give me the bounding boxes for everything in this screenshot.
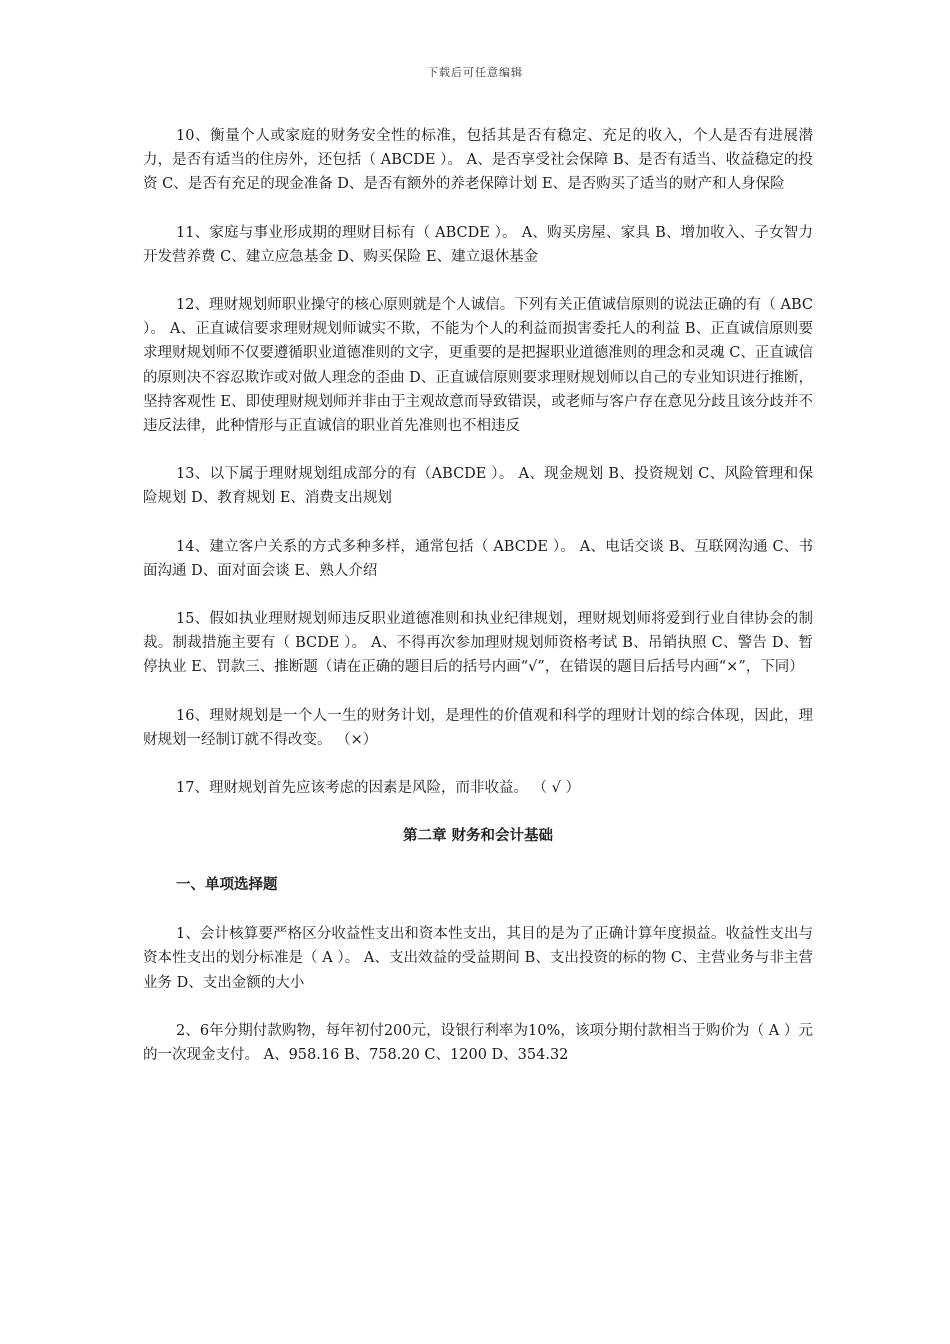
question-14: 14、建立客户关系的方式多种多样，通常包括（ ABCDE ）。 A、电话交谈 B、互联网沟通 C、书面沟通 D、面对面会谈 E、熟人介绍	[143, 538, 813, 579]
question-ch2-1: 1、会计核算要严格区分收益性支出和资本性支出，其目的是为了正确计算年度损益。收益性支出与资本性支出的划分标准是（ A ）。 A、支出效益的受益期间 B、支出投资的标的物 C、主营业务与非主营业务 D、支出金额的大小	[143, 926, 813, 991]
question-16: 16、理财规划是一个人一生的财务计划，是理性的价值观和科学的理财计划的综合体现，因此，理财规划一经制订就不得改变。 （×）	[143, 707, 813, 748]
document-body	[143, 124, 813, 1091]
question-13: 13、以下属于理财规划组成部分的有（ABCDE ）。 A、现金规划 B、投资规划 C、风险管理和保险规划 D、教育规划 E、消费支出规划	[143, 466, 813, 507]
page-header: 下载后可任意编辑	[427, 66, 523, 79]
chapter-title: 第二章 财务和会计基础	[402, 828, 554, 845]
question-10: 10、衡量个人或家庭的财务安全性的标准，包括其是否有稳定、充足的收入，个人是否有进展潜力，是否有适当的住房外，还包括（ ABCDE ）。 A、是否享受社会保障 B、是否有适当、收益稳定的投资 C、是否有充足的现金准备 D、是否有额外的养老保障计划 E、是否购买了适当的财产和人身保险	[143, 128, 813, 193]
question-ch2-2: 2、6年分期付款购物，每年初付200元，设银行利率为10%，该项分期付款相当于购价为（ A ）元的一次现金支付。 A、958.16 B、758.20 C、1200 D、354.32	[143, 1022, 813, 1064]
question-11: 11、家庭与事业形成期的理财目标有（ ABCDE ）。 A、购买房屋、家具 B、增加收入、子女智力开发营养费 C、建立应急基金 D、购买保险 E、建立退休基金	[143, 224, 813, 265]
question-17: 17、理财规划首先应该考虑的因素是风险，而非收益。 （ √ ）	[176, 780, 581, 797]
question-15: 15、假如执业理财规划师违反职业道德准则和执业纪律规划，理财规划师将爱到行业自律协会的制裁。制裁措施主要有（ BCDE ）。 A、不得再次参加理财规划师资格考试 B、吊销执照 C、警告 D、暂停执业 E、罚款三、推断题（请在正确的题目后的括号内画“√”，在错误的题目后括号内画“×”，下同）	[143, 611, 813, 676]
question-12: 12、理财规划师职业操守的核心原则就是个人诚信。下列有关正值诚信原则的说法正确的有（ ABC ）。 A、正直诚信要求理财规划师诚实不欺，不能为个人的利益而损害委托人的利益 B、正直诚信原则要求理财规划师不仅要遵循职业道德准则的文字，更重要的是把握职业道德准则的理念和灵魂 C、正直诚信的原则决不容忍欺诈或对做人理念的歪曲 D、正直诚信原则要求理财规划师以自己的专业知识进行推断，坚持客观性 E、即使理财规划师并非由于主观故意而导致错误，或老师与客户存在意见分歧且该分歧并不违反法律，此种情形与正直诚信的职业首先准则也不相违反	[143, 297, 813, 435]
section-title: 一、单项选择题	[176, 877, 278, 894]
